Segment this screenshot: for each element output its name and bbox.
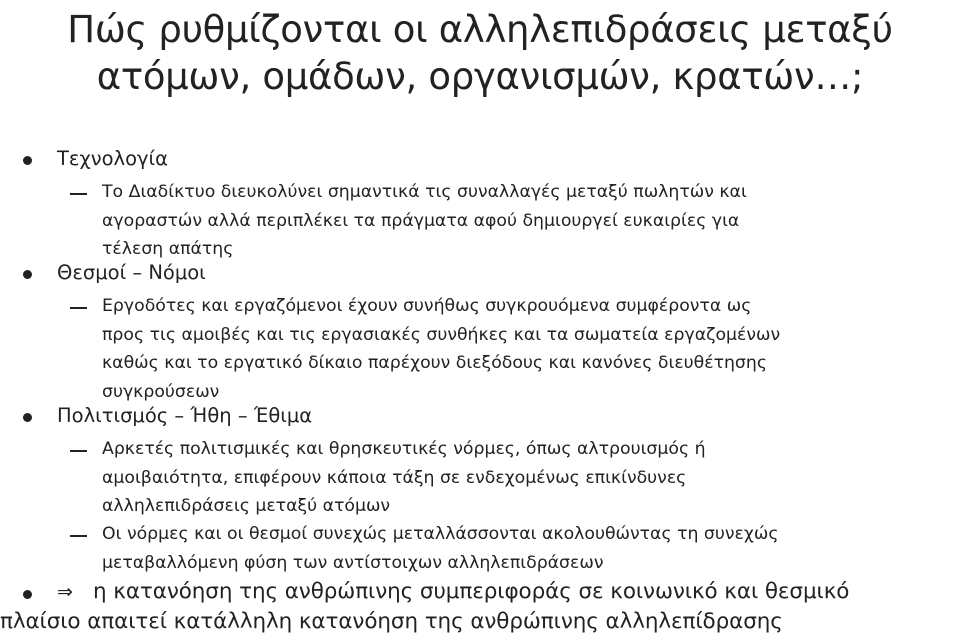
item-line: αμοιβαιότητα, επιφέρουν κάποια τάξη σε ενδεχομένως επικίνδυνες: [102, 467, 687, 488]
item-line: τέλεση απάτης: [102, 239, 234, 259]
item-line: μεταβαλλόμενη φύση των αντίστοιχων αλληλεπιδράσεων: [102, 552, 604, 573]
conclusion-line-2: πλαίσιο απαιτεί κατάλληλη κατανόηση της ανθρώπινης αλληλεπίδρασης: [0, 609, 783, 634]
bullet-dot-icon: [23, 156, 32, 165]
section-item-institutions-1: [102, 292, 780, 406]
item-line: Αρκετές πολιτισμικές και θρησκευτικές νόρμες, όπως αλτρουισμός ή: [102, 439, 706, 459]
conclusion-line-1: [0, 577, 849, 607]
dash-icon: [70, 535, 87, 537]
implies-arrow-icon: ⇒: [57, 581, 73, 603]
section-heading-culture: Πολιτισμός – Ήθη – Έθιμα: [57, 404, 313, 427]
item-line: αλληλεπιδράσεις μεταξύ ατόμων: [102, 496, 391, 516]
conclusion: [0, 577, 849, 637]
section-heading-institutions: Θεσμοί – Νόμοι: [57, 261, 206, 284]
item-line: προς τις αμοιβές και τις εργασιακές συνθήκες και τα σωματεία εργαζομένων: [102, 324, 781, 345]
item-line: καθώς και το εργατικό δίκαιο παρέχουν διεξόδους και κανόνες διευθέτησης: [102, 353, 767, 373]
item-line: Εργοδότες και εργαζόμενοι έχουν συνήθως συγκρουόμενα συμφέροντα ως: [102, 296, 752, 316]
item-line: συγκρούσεων: [102, 381, 220, 402]
item-line: αγοραστών αλλά περιπλέκει τα πράγματα αφού δημιουργεί ευκαιρίες για: [102, 210, 740, 231]
title-line-2: ατόμων, ομάδων, οργανισμών, κρατών…;: [96, 55, 864, 98]
section-heading-technology: Τεχνολογία: [57, 147, 169, 170]
dash-icon: [70, 307, 87, 309]
section-item-technology-1: [102, 178, 747, 264]
dash-icon: [70, 193, 87, 195]
item-line: Το Διαδίκτυο διευκολύνει σημαντικά τις συναλλαγές μεταξύ πωλητών και: [102, 182, 747, 202]
title-line-1: Πώς ρυθμίζονται οι αλληλεπιδράσεις μεταξύ: [67, 8, 893, 51]
section-item-culture-1: [102, 435, 706, 521]
conclusion-text-1: η κατανόηση της ανθρώπινης συμπεριφοράς σε κοινωνικό και θεσμικό: [93, 579, 850, 604]
item-line: Οι νόρμες και οι θεσμοί συνεχώς μεταλλάσσονται ακολουθώντας τη συνεχώς: [102, 524, 779, 544]
dash-icon: [70, 450, 87, 452]
bullet-dot-icon: [23, 270, 32, 279]
section-item-culture-2: [102, 520, 778, 577]
bullet-dot-icon: [23, 413, 32, 422]
